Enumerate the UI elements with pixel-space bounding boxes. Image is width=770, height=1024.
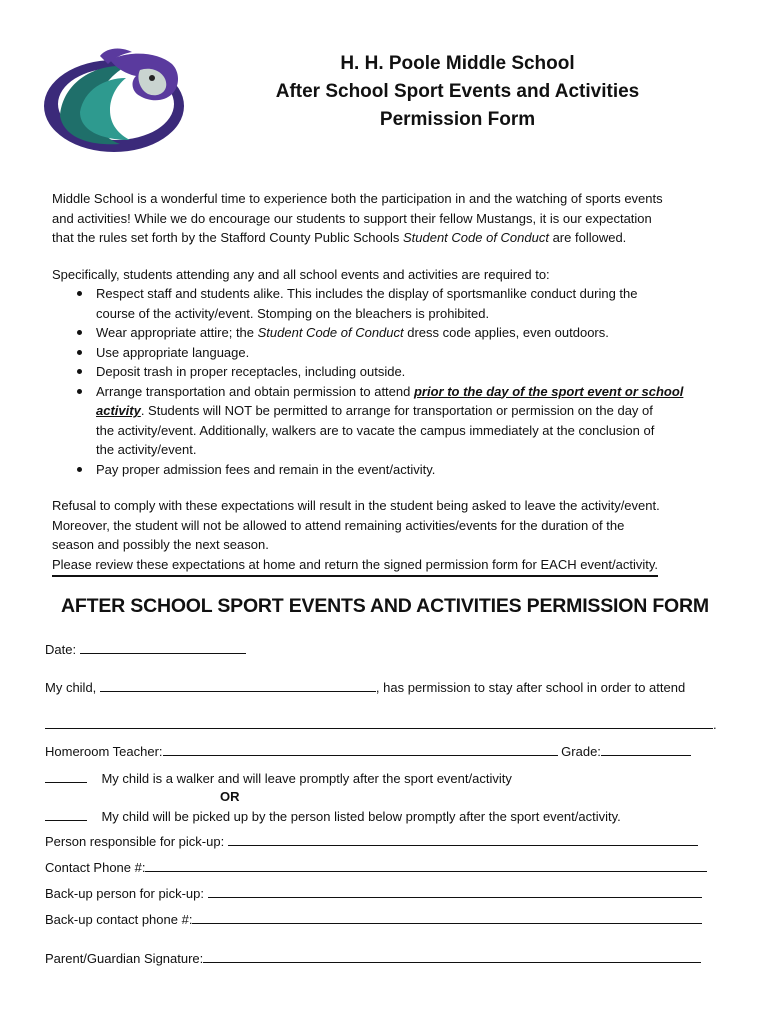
pickup-checkbox-line[interactable] — [45, 808, 87, 821]
backup-phone-row — [45, 911, 702, 928]
list-item: Deposit trash in proper receptacles, including outside. — [52, 362, 722, 382]
homeroom-label: Homeroom Teacher: — [45, 744, 163, 759]
refusal-line-3: season and possibly the next season. — [52, 537, 269, 552]
phone-label: Contact Phone #: — [45, 860, 146, 875]
intro-text-end: are followed. — [548, 230, 627, 245]
item-text: the activity/event. Additionally, walkers are to vacate the campus immediately at the conclusion of — [96, 422, 655, 438]
intro-line-3 — [52, 228, 722, 248]
date-row — [45, 641, 246, 658]
child-label: My child, — [45, 680, 97, 695]
pickup-person-field[interactable] — [228, 833, 698, 846]
emphasis-text: activity — [96, 403, 141, 418]
backup-person-field[interactable] — [208, 885, 702, 898]
signature-field[interactable] — [203, 950, 701, 963]
walker-checkbox-line[interactable] — [45, 770, 87, 783]
event-name-field[interactable] — [45, 716, 713, 729]
date-field[interactable] — [80, 641, 246, 654]
item-text: Wear appropriate attire; the — [96, 325, 258, 340]
child-permission-text: , has permission to stay after school in order to attend — [375, 680, 686, 695]
grade-field[interactable] — [601, 743, 691, 756]
item-text: Arrange transportation and obtain permission to attend — [96, 383, 414, 399]
item-text: . Students will NOT be permitted to arrange for transportation or permission on the day of — [140, 403, 653, 418]
event-period: . — [713, 717, 717, 732]
phone-row — [45, 859, 707, 876]
code-of-conduct-title: Student Code of Conduct — [257, 325, 404, 340]
person-row — [45, 833, 698, 850]
child-name-field[interactable] — [100, 679, 376, 692]
item-text: course of the activity/event. Stomping on the bleachers is prohibited. — [96, 305, 490, 321]
code-of-conduct-title: Student Code of Conduct — [402, 230, 549, 245]
item-text: the activity/event. — [96, 442, 197, 457]
signature-label: Parent/Guardian Signature: — [45, 951, 204, 966]
requirements-list — [52, 284, 722, 479]
walker-row — [45, 770, 512, 787]
walker-text: My child is a walker and will leave promptly after the sport event/activity — [101, 771, 512, 786]
form-subtitle: After School Sport Events and Activities — [275, 81, 640, 102]
backup-phone-label: Back-up contact phone #: — [45, 912, 193, 927]
refusal-line-4 — [52, 555, 722, 578]
refusal-line-1: Refusal to comply with these expectations will result in the student being asked to leave the activity/event. — [52, 498, 660, 513]
emphasis-text: prior to the day of the sport event or school — [413, 383, 684, 399]
instructions — [52, 189, 722, 577]
signature-row — [45, 950, 701, 967]
item-text: dress code applies, even outdoors. — [403, 325, 609, 340]
date-label: Date: — [45, 642, 77, 657]
mustang-logo-icon — [40, 46, 186, 156]
intro-text: that the rules set forth by the Stafford County Public Schools — [52, 230, 403, 245]
child-row — [45, 679, 685, 696]
backup-label: Back-up person for pick-up: — [45, 886, 204, 901]
document-title — [230, 50, 685, 134]
grade-label: Grade: — [561, 744, 601, 759]
or-divider: OR — [220, 789, 240, 804]
list-item — [52, 382, 722, 460]
event-row — [45, 716, 717, 733]
homeroom-row — [45, 743, 691, 760]
intro-line-1: Middle School is a wonderful time to experience both the participation in and the watching of sports events — [52, 191, 663, 206]
backup-phone-field[interactable] — [192, 911, 702, 924]
school-name: H. H. Poole Middle School — [340, 53, 575, 74]
backup-row — [45, 885, 702, 902]
permission-form-heading: AFTER SCHOOL SPORT EVENTS AND ACTIVITIES PERMISSION FORM — [61, 595, 709, 617]
refusal-line-2: Moreover, the student will not be allowed to attend remaining activities/events for the duration of the — [52, 517, 625, 533]
list-item — [52, 284, 722, 323]
contact-phone-field[interactable] — [145, 859, 707, 872]
return-instruction: Please review these expectations at home and return the signed permission form for EACH event/activity. — [52, 555, 658, 578]
requirements-lead: Specifically, students attending any and all school events and activities are required to: — [52, 266, 550, 282]
intro-line-2: and activities! While we do encourage our students to support their fellow Mustangs, it is our expectation — [52, 210, 652, 226]
homeroom-teacher-field[interactable] — [163, 743, 558, 756]
form-name: Permission Form — [379, 109, 536, 130]
list-item: Use appropriate language. — [52, 343, 722, 363]
person-label: Person responsible for pick-up: — [45, 834, 225, 849]
list-item — [52, 323, 722, 343]
list-item: Pay proper admission fees and remain in the event/activity. — [52, 460, 722, 480]
item-text: Respect staff and students alike. This includes the display of sportsmanlike conduct during the — [96, 286, 638, 301]
pickup-text: My child will be picked up by the person listed below promptly after the sport event/activity. — [101, 809, 621, 824]
pickup-row — [45, 808, 621, 825]
